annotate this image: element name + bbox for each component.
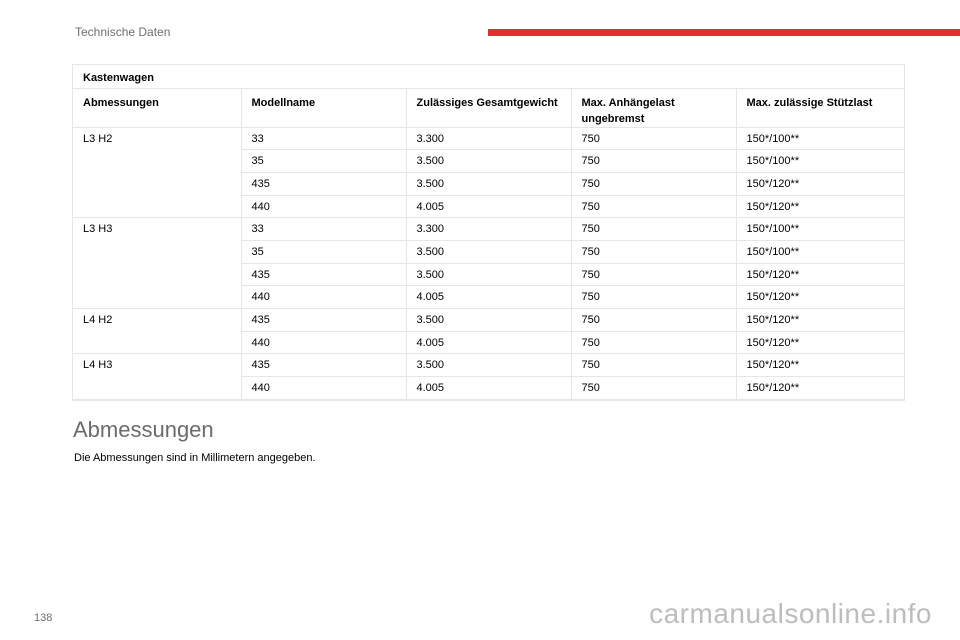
cell-gross-weight: 4.005 <box>406 331 571 354</box>
cell-trailer-load: 750 <box>571 377 736 400</box>
cell-gross-weight: 3.500 <box>406 172 571 195</box>
header-gross-weight: Zulässiges Gesamtgewicht <box>406 88 571 127</box>
cell-model-name: 435 <box>241 309 406 332</box>
cell-dimension: L3 H3 <box>73 218 241 309</box>
cell-trailer-load: 750 <box>571 195 736 218</box>
cell-nose-weight: 150*/100** <box>736 218 904 241</box>
cell-model-name: 33 <box>241 218 406 241</box>
page-number: 138 <box>34 612 53 624</box>
vehicle-load-table <box>72 64 905 401</box>
table-caption-row <box>73 65 904 88</box>
header-max-trailer-load: Max. Anhängelast ungebremst <box>571 88 736 127</box>
cell-trailer-load: 750 <box>571 354 736 377</box>
table-row <box>73 354 904 377</box>
cell-gross-weight: 3.500 <box>406 263 571 286</box>
table-body <box>73 65 904 399</box>
cell-gross-weight: 4.005 <box>406 377 571 400</box>
cell-nose-weight: 150*/120** <box>736 286 904 309</box>
cell-trailer-load: 750 <box>571 286 736 309</box>
cell-nose-weight: 150*/100** <box>736 127 904 150</box>
cell-gross-weight: 3.500 <box>406 240 571 263</box>
cell-trailer-load: 750 <box>571 309 736 332</box>
cell-model-name: 35 <box>241 150 406 173</box>
cell-nose-weight: 150*/120** <box>736 309 904 332</box>
section-text: Die Abmessungen sind in Millimetern angegeben. <box>74 452 316 464</box>
cell-gross-weight: 3.300 <box>406 218 571 241</box>
table-row <box>73 127 904 150</box>
table-header-row <box>73 88 904 127</box>
cell-trailer-load: 750 <box>571 172 736 195</box>
cell-model-name: 435 <box>241 354 406 377</box>
cell-trailer-load: 750 <box>571 263 736 286</box>
cell-model-name: 440 <box>241 195 406 218</box>
cell-nose-weight: 150*/120** <box>736 195 904 218</box>
cell-gross-weight: 4.005 <box>406 286 571 309</box>
header-model-name: Modellname <box>241 88 406 127</box>
section-title: Abmessungen <box>73 417 214 442</box>
cell-dimension: L3 H2 <box>73 127 241 218</box>
header-dimensions: Abmessungen <box>73 88 241 127</box>
cell-trailer-load: 750 <box>571 218 736 241</box>
header-accent-bar <box>488 29 960 36</box>
load-table <box>73 65 904 400</box>
cell-gross-weight: 3.300 <box>406 127 571 150</box>
cell-nose-weight: 150*/120** <box>736 263 904 286</box>
cell-gross-weight: 4.005 <box>406 195 571 218</box>
header-max-nose-weight: Max. zulässige Stützlast <box>736 88 904 127</box>
table-caption: Kastenwagen <box>73 65 904 88</box>
cell-nose-weight: 150*/120** <box>736 172 904 195</box>
cell-nose-weight: 150*/100** <box>736 150 904 173</box>
watermark-text: carmanualsonline.info <box>649 598 932 629</box>
cell-model-name: 440 <box>241 377 406 400</box>
page-header-title: Technische Daten <box>75 25 171 39</box>
cell-gross-weight: 3.500 <box>406 309 571 332</box>
cell-model-name: 435 <box>241 263 406 286</box>
cell-model-name: 435 <box>241 172 406 195</box>
cell-trailer-load: 750 <box>571 240 736 263</box>
cell-nose-weight: 150*/120** <box>736 377 904 400</box>
cell-model-name: 33 <box>241 127 406 150</box>
cell-gross-weight: 3.500 <box>406 354 571 377</box>
cell-nose-weight: 150*/100** <box>736 240 904 263</box>
cell-model-name: 440 <box>241 331 406 354</box>
cell-model-name: 440 <box>241 286 406 309</box>
cell-dimension: L4 H2 <box>73 309 241 354</box>
cell-model-name: 35 <box>241 240 406 263</box>
cell-gross-weight: 3.500 <box>406 150 571 173</box>
table-row <box>73 309 904 332</box>
cell-nose-weight: 150*/120** <box>736 331 904 354</box>
cell-nose-weight: 150*/120** <box>736 354 904 377</box>
cell-trailer-load: 750 <box>571 150 736 173</box>
cell-dimension: L4 H3 <box>73 354 241 399</box>
cell-trailer-load: 750 <box>571 331 736 354</box>
cell-trailer-load: 750 <box>571 127 736 150</box>
table-row <box>73 218 904 241</box>
